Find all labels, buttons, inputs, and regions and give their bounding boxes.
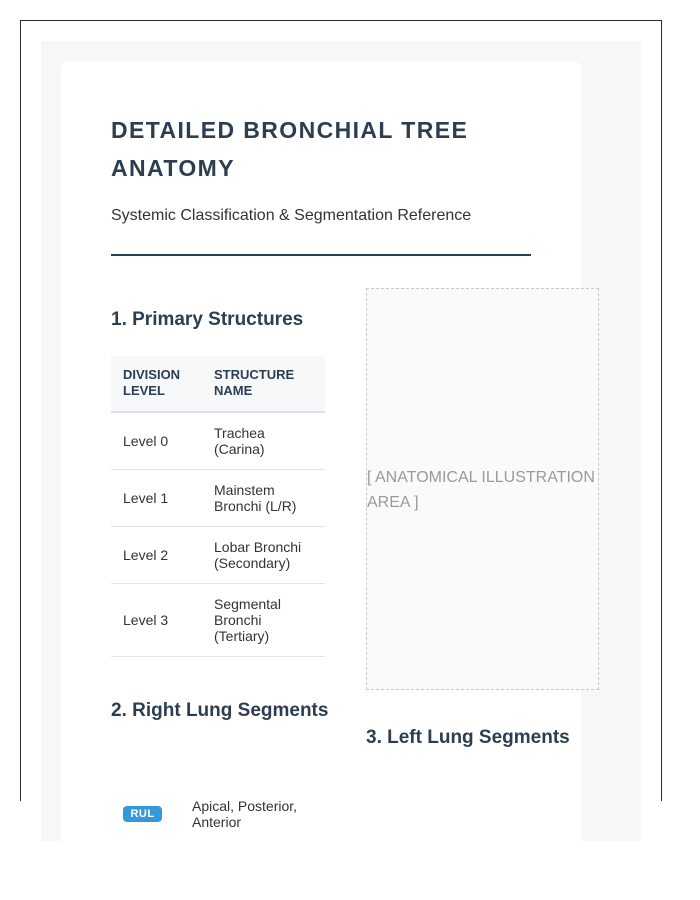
structure-name-cell: Trachea (Carina) (202, 412, 325, 470)
document-card (61, 61, 595, 861)
section-heading-primary-structures: 1. Primary Structures (111, 309, 304, 330)
division-level-cell: Level 2 (111, 527, 202, 584)
division-level-cell: Level 1 (111, 470, 202, 527)
illustration-placeholder-text: [ ANATOMICAL ILLUSTRATION AREA ] (367, 469, 595, 511)
structure-name-cell: Lobar Bronchi (Secondary) (202, 527, 325, 584)
section-heading-left-lung: 3. Left Lung Segments (366, 727, 570, 748)
table-row (111, 470, 325, 527)
segment-list-rul: Apical, Posterior, Anterior (192, 798, 298, 830)
structure-name-cell: Mainstem Bronchi (L/R) (202, 470, 325, 527)
primary-structures-table (111, 356, 325, 657)
document-title: DETAILED BRONCHIAL TREE ANATOMY (111, 117, 469, 181)
table-header-row (111, 356, 325, 412)
division-level-cell: Level 0 (111, 412, 202, 470)
anatomical-illustration-placeholder (366, 288, 599, 690)
document-subtitle: Systemic Classification & Segmentation Reference (111, 207, 472, 224)
lobe-badge-rul: RUL (123, 806, 162, 822)
table-row (111, 527, 325, 584)
table-row (111, 584, 325, 657)
title-divider (111, 254, 531, 256)
column-header-structure-name: STRUCTURE NAME (202, 356, 325, 412)
document-viewport (20, 20, 662, 830)
section-heading-right-lung: 2. Right Lung Segments (111, 700, 329, 721)
column-header-division-level: DIVISION LEVEL (111, 356, 202, 412)
structure-name-cell: Segmental Bronchi (Tertiary) (202, 584, 325, 657)
table-row (111, 412, 325, 470)
division-level-cell: Level 3 (111, 584, 202, 657)
